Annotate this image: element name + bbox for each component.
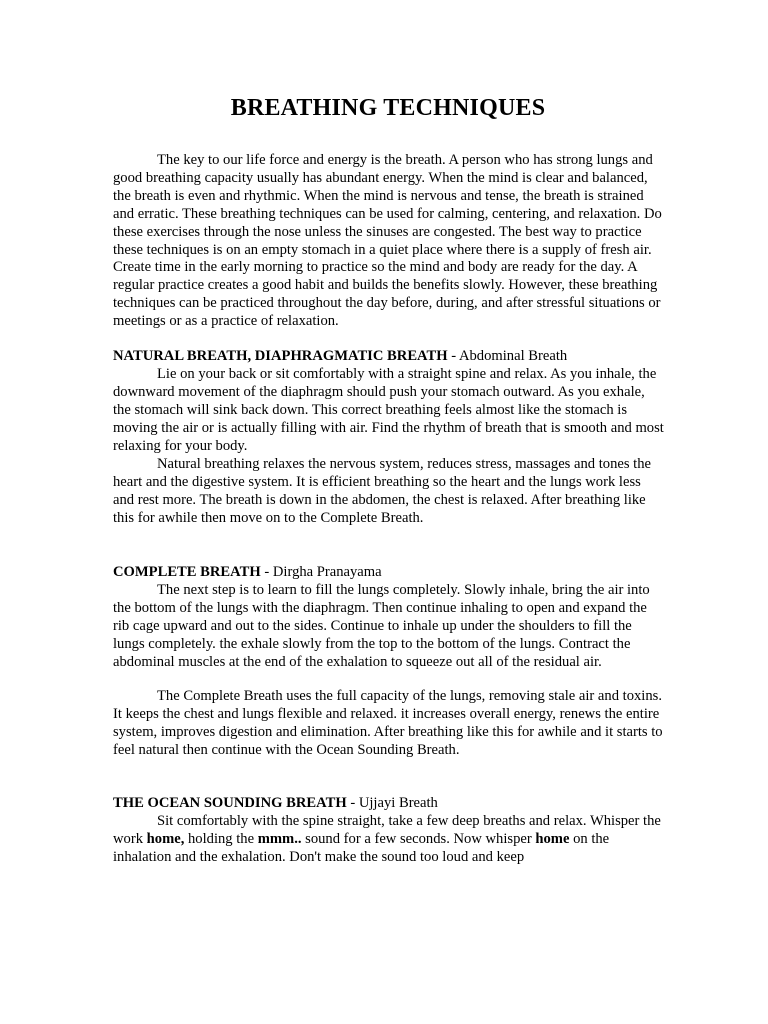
natural-breath-paragraph-1 (113, 366, 665, 456)
complete-breath-paragraph-2 (113, 688, 665, 760)
complete-breath-paragraph-1 (113, 582, 665, 672)
paragraph-text: Natural breathing relaxes the nervous system, reduces stress, massages and tones the heart and the digestive system. It is efficient breathing so the heart and the lungs work less and rest more. The breath is down in the abdomen, the chest is relaxed. After breathing like this for awhile then move on to the Complete Breath. (113, 456, 652, 526)
paragraph-text-part: holding the (184, 830, 258, 847)
emphasis-mmm: mmm.. (257, 830, 302, 847)
ocean-breath-paragraph-1 (113, 813, 665, 867)
paragraph-text-part: on the inhalation and the exhalation. Don't make the sound too loud and keep (113, 830, 610, 865)
intro-text: The key to our life force and energy is the breath. A person who has strong lungs and good breathing capacity usually has abundant energy. When the mind is clear and balanced, the breath is even and rhythmic. When the mind is nervous and tense, the breath is strained and erratic. These breathing techniques can be used for calming, centering, and relaxation. Do these exercises through the nose unless the sinuses are congested. The best way to practice these techniques is on an empty stomach in a quiet place where there is a supply of fresh air. Create time in the early morning to practice so the mind and body are ready for the day. A regular practice creates a good habit and builds the benefits slowly. However, these breathing techniques can be practiced throughout the day before, during, and after stressful situations or meetings or as a practice of relaxation. (113, 152, 662, 330)
section-heading-ocean-breath (113, 795, 673, 813)
section-heading-title: THE OCEAN SOUNDING BREATH (113, 795, 347, 811)
section-heading-subtitle: - Dirgha Pranayama (260, 564, 382, 580)
paragraph-text-part: Sit comfortably with the spine straight, take a few deep breaths and relax. Whisper the work (113, 813, 661, 847)
section-heading-subtitle: - Abdominal Breath (447, 348, 568, 364)
emphasis-home: home, (146, 830, 185, 847)
section-heading-complete-breath (113, 564, 673, 582)
paragraph-text: The Complete Breath uses the full capacity of the lungs, removing stale air and toxins. It keeps the chest and lungs flexible and relaxed. it increases overall energy, renews the entire system, improves digestion and elimination. After breathing like this for awhile and it starts to feel natural then continue with the Ocean Sounding Breath. (113, 688, 663, 758)
document-title: BREATHING TECHNIQUES (230, 95, 546, 121)
natural-breath-paragraph-2 (113, 456, 665, 528)
emphasis-home-2: home (535, 830, 570, 847)
intro-paragraph (113, 152, 665, 331)
paragraph-text-part: sound for a few seconds. Now whisper (301, 830, 536, 847)
paragraph-text: Lie on your back or sit comfortably with a straight spine and relax. As you inhale, the downward movement of the diaphragm should push your stomach outward. As you exhale, the stomach will sink back down. This correct breathing feels almost like the stomach is moving the air or is actually filling with air. Find the rhythm of breath that is smooth and most relaxing for your body. (113, 366, 664, 454)
section-heading-title: NATURAL BREATH, DIAPHRAGMATIC BREATH (113, 348, 448, 364)
section-heading-natural-breath (113, 348, 673, 366)
section-heading-subtitle: - Ujjayi Breath (346, 795, 438, 811)
section-heading-title: COMPLETE BREATH (113, 564, 261, 580)
paragraph-text: The next step is to learn to fill the lungs completely. Slowly inhale, bring the air into the bottom of the lungs with the diaphragm. Then continue inhaling to open and expand the rib cage upward and out to the sides. Continue to inhale up under the shoulders to fill the lungs completely. the exhale slowly from the top to the bottom of the lungs. Contract the abdominal muscles at the end of the exhalation to squeeze out all of the residual air. (113, 582, 650, 670)
